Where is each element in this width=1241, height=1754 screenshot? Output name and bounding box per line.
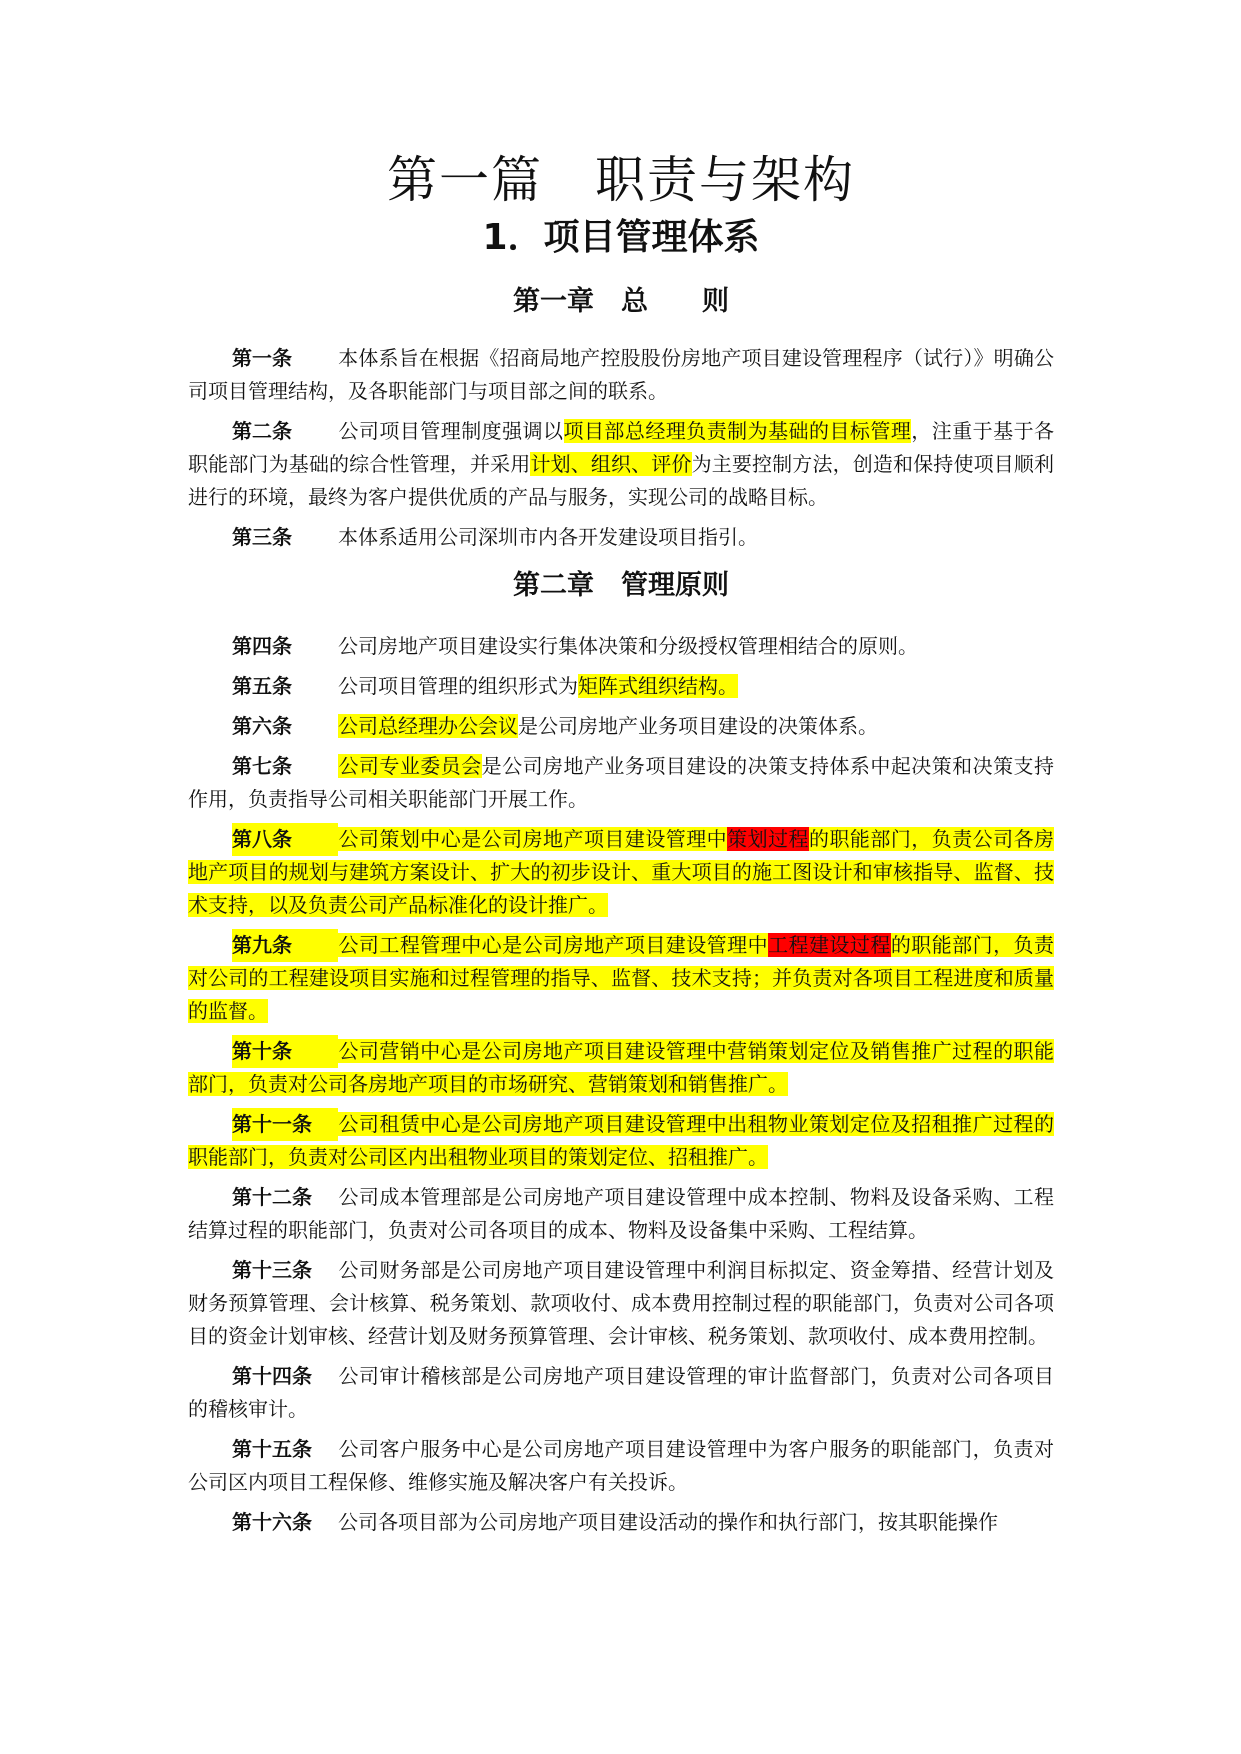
article-number: 第一条: [232, 346, 292, 370]
article-number: 第十条: [232, 1035, 338, 1068]
article-14: [188, 1360, 1054, 1426]
article-text: 公司房地产项目建设实行集体决策和分级授权管理相结合的原则。: [338, 634, 918, 658]
article-text: 公司财务部是公司房地产项目建设管理中利润目标拟定、资金筹措、经营计划及财务预算管理、会计核算、税务策划、款项收付、成本费用控制过程的职能部门，负责对公司各项目的资金计划审核、经营计划及财务预算管理、会计审核、税务策划、款项收付、成本费用控制。: [188, 1258, 1054, 1348]
article-7: [188, 750, 1054, 816]
article-number: 第十六条: [232, 1510, 312, 1534]
article-number: 第五条: [232, 674, 292, 698]
article-text: 公司成本管理部是公司房地产项目建设管理中成本控制、物料及设备采购、工程结算过程的职能部门，负责对公司各项目的成本、物料及设备集中采购、工程结算。: [188, 1185, 1054, 1242]
article-number: 第三条: [232, 525, 292, 549]
article-number: 第十四条: [232, 1364, 312, 1388]
article-1: [188, 342, 1054, 408]
chapter-2-title: 第二章 管理原则: [513, 570, 729, 601]
article-text: 本体系旨在根据《招商局地产控股股份房地产项目建设管理程序（试行）》明确公司项目管理结构，及各职能部门与项目部之间的联系。: [188, 346, 1054, 403]
highlighted-text: 公司专业委员会: [338, 754, 482, 778]
article-text: 公司审计稽核部是公司房地产项目建设管理的审计监督部门，负责对公司各项目的稽核审计。: [188, 1364, 1054, 1421]
article-text: 公司客户服务中心是公司房地产项目建设管理中为客户服务的职能部门，负责对公司区内项目工程保修、维修实施及解决客户有关投诉。: [188, 1437, 1054, 1494]
red-highlighted-text: 工程建设过程: [768, 933, 891, 957]
article-text: 为主要控制方法，创造和保持使项目顺利进行的环境，最终为客户提供优质的产品与服务，实现公司的战略目标。: [188, 452, 1055, 509]
article-number: 第十二条: [232, 1185, 312, 1209]
article-15: [188, 1433, 1054, 1499]
document-content: [188, 150, 1054, 1546]
article-number: 第四条: [232, 634, 292, 658]
article-text: 公司各项目部为公司房地产项目建设活动的操作和执行部门，按其职能操作: [338, 1510, 998, 1534]
article-13: [188, 1254, 1054, 1353]
article-text: 公司工程管理中心是公司房地产项目建设管理中: [338, 933, 769, 957]
article-8: [188, 823, 1054, 922]
article-6: [188, 710, 1054, 743]
article-12: [188, 1181, 1054, 1247]
highlighted-text: 项目部总经理负责制为基础的目标管理: [563, 419, 912, 443]
article-11: [188, 1108, 1054, 1174]
article-4: [188, 630, 1054, 663]
article-text: 本体系适用公司深圳市内各开发建设项目指引。: [338, 525, 758, 549]
article-9: [188, 929, 1054, 1028]
highlighted-text: 计划、组织、评价: [530, 452, 692, 476]
article-3: [188, 521, 1054, 554]
part-title: 第一篇 职责与架构: [387, 151, 855, 209]
article-text: 公司租赁中心是公司房地产项目建设管理中出租物业策划定位及招租推广过程的职能部门，负责对公司区内出租物业项目的策划定位、招租推广。: [188, 1112, 1054, 1169]
article-text: 的职能部门，负责对公司的工程建设项目实施和过程管理的指导、监督、技术支持；并负责对各项目工程进度和质量的监督。: [188, 933, 1055, 1023]
article-2: [188, 415, 1054, 514]
article-number: 第六条: [232, 714, 292, 738]
article-16: [188, 1506, 1054, 1539]
article-10: [188, 1035, 1054, 1101]
article-text: 的职能部门，负责公司各房地产项目的规划与建筑方案设计、扩大的初步设计、重大项目的施工图设计和审核指导、监督、技术支持，以及负责公司产品标准化的设计推广。: [188, 827, 1055, 917]
red-highlighted-text: 策划过程: [727, 827, 809, 851]
article-text: 公司项目管理的组织形式为: [338, 674, 578, 698]
article-number: 第二条: [232, 419, 292, 443]
section-title: 1．项目管理体系: [482, 217, 760, 258]
article-text: 是公司房地产业务项目建设的决策体系。: [518, 714, 878, 738]
highlighted-text: 公司总经理办公会议: [338, 714, 518, 738]
article-text: 公司策划中心是公司房地产项目建设管理中: [338, 827, 728, 851]
article-number: 第十三条: [232, 1258, 312, 1282]
article-number: 第十五条: [232, 1437, 312, 1461]
article-5: [188, 670, 1054, 703]
article-number: 第八条: [232, 823, 338, 856]
article-number: 第九条: [232, 929, 338, 962]
article-text: ，注重于基于各职能部门为基础的综合性管理，并采用: [188, 419, 1055, 476]
article-text: 公司项目管理制度强调以: [338, 419, 564, 443]
chapter-1-title: 第一章 总 则: [513, 286, 729, 317]
article-text: 是公司房地产业务项目建设的决策支持体系中起决策和决策支持作用，负责指导公司相关职能部门开展工作。: [188, 754, 1055, 811]
highlighted-text: 矩阵式组织结构。: [578, 674, 738, 698]
article-text: 公司营销中心是公司房地产项目建设管理中营销策划定位及销售推广过程的职能部门，负责对公司各房地产项目的市场研究、营销策划和销售推广。: [188, 1039, 1054, 1096]
article-number: 第十一条: [232, 1108, 338, 1141]
article-number: 第七条: [232, 754, 292, 778]
